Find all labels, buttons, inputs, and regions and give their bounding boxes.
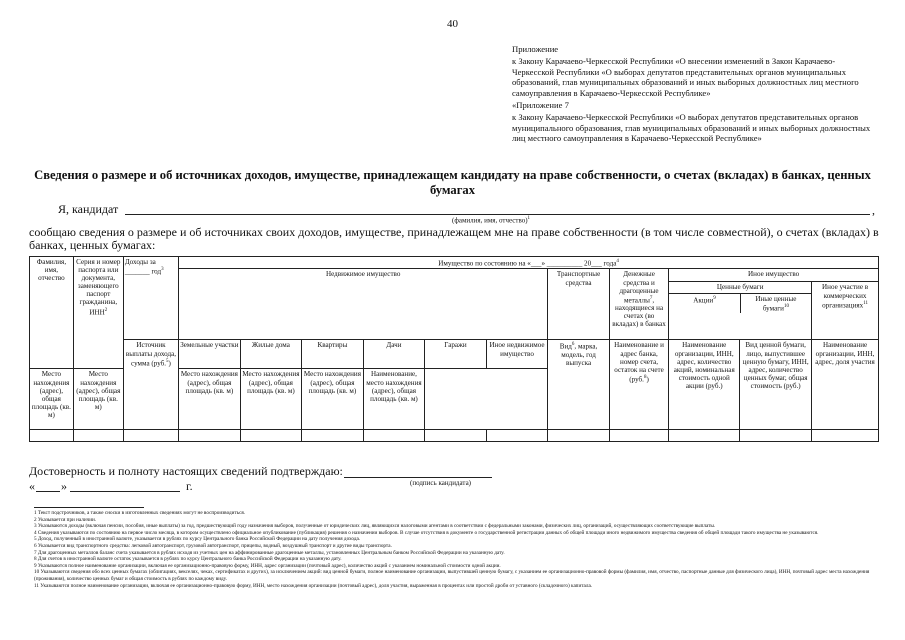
footnote-10: 10 Указываются сведения обо всех ценных бумагах (облигациях, векселях, чеках, сертификатах и других), за исключением акций: вид ценной бумаги, полное наименование организации, выпустившей ценную бумагу, с указанием ее организационно-правовой формы (фамилия, имя, отчество, паспортные данные для физического лица), ИНН, почтовый адрес места нахождения (проживания), количество ценных бумаг и общая стоимость в рублях по каждому виду.	[34, 569, 870, 582]
table-cell[interactable]	[73, 430, 123, 442]
header-garages: Гаражи	[425, 340, 487, 369]
header-houses-detail: Место нахождения (адрес), общая площадь (кв. м)	[73, 369, 123, 430]
table-row	[30, 430, 879, 442]
header-money-text-2: , находящиеся на счетах (во вкладах) в банках	[612, 296, 666, 329]
header-dachas-detail: Место нахождения (адрес), общая площадь (кв. м)	[240, 369, 302, 430]
statement-text: сообщаю сведения о размере и об источниках своих доходов, имуществе, принадлежащем мне на праве собственности (в том числе совместной), о счетах (вкладах) в банках, ценных бумагах:	[29, 225, 879, 252]
appendix-text-2: к Закону Карачаево-Черкесской Республики «О выборах депутатов представительных органов муниципального образования, глав муниципальных образований и иных выборных должностных лиц местного самоуправления в Карачаево-Черкесской Республике»	[512, 112, 871, 144]
header-fio: Фамилия, имя, отчество	[30, 257, 74, 369]
table-cell[interactable]	[363, 430, 425, 442]
footnote-9: 9 Указываются полное наименование организации, включая ее организационно-правовую форму, ИНН, адрес организации (почтовый адрес), количество акций с указанием номинальной стоимости одной акции.	[34, 562, 501, 569]
header-shares-sup: 9	[713, 295, 716, 301]
footnote-divider	[34, 507, 144, 508]
date-month-year-line[interactable]	[70, 491, 180, 492]
header-securities-title: Ценные бумаги	[669, 282, 811, 293]
header-income-source-text: Источник выплаты дохода, сумма (руб.	[125, 341, 177, 367]
footnote-4: 4 Сведения указываются по состоянию на первое число месяца, в котором осуществлено официальное опубликование (публикация) решения о назначении выборов. В случае отсутствия в документе о государственной регистрации данных об общей площади иного недвижимого имущества сведения об общей площади такого имущества не указываются.	[34, 529, 819, 536]
table-cell[interactable]	[609, 430, 668, 442]
header-money-sup: 7	[649, 295, 653, 301]
header-securities-sub	[669, 294, 811, 314]
header-income-source	[123, 340, 178, 430]
table-cell[interactable]	[548, 430, 610, 442]
header-income-text: Доходы за	[124, 258, 156, 266]
header-houses: Жилые дома	[240, 340, 302, 369]
date-close: »	[61, 479, 67, 493]
header-other-securities-detail: Вид ценной бумаги, лицо, выпустившее ценную бумагу, ИНН, адрес, количество ценных бумаг, общая стоимость (руб.)	[740, 340, 812, 430]
confirm-text: Достоверность и полноту настоящих сведений подтверждаю:	[29, 464, 343, 478]
fio-caption	[452, 216, 530, 224]
header-shares-detail: Наименование организации, ИНН, адрес, количество акций, номинальная стоимость одной акции (руб.)	[669, 340, 740, 430]
header-shares-text: Акции	[693, 295, 714, 304]
appendix-heading-2: «Приложение 7	[512, 100, 569, 111]
candidate-label: Я, кандидат	[58, 202, 119, 216]
header-income-source-sup: 5	[166, 358, 169, 364]
header-income-source-end: )	[168, 359, 171, 367]
header-land-detail: Место нахождения (адрес), общая площадь (кв. м)	[30, 369, 74, 430]
header-land: Земельные участки	[179, 340, 241, 369]
signature-line	[344, 477, 492, 478]
footnote-11: 11 Указываются полное наименование организации, включая ее организационно-правовую форму, ИНН, место нахождения организации (почтовый адрес), доля участия, выраженная в процентах или простой дроби от уставного (складочного) капитала.	[34, 582, 593, 589]
header-property-state-text: Имущество по состоянию на «___» __________ 20___ года	[438, 259, 617, 268]
appendix-heading: Приложение	[512, 44, 559, 54]
footnote-5: 5 Доход, полученный в иностранной валюте, указывается в рублях по курсу Центрального банка Российской Федерации на дату получения дохода.	[34, 536, 361, 543]
header-property-state-sup: 4	[616, 259, 619, 264]
header-money-detail	[609, 340, 668, 430]
header-passport-sup: 2	[104, 307, 108, 313]
table-cell[interactable]	[425, 430, 487, 442]
signature-caption: (подпись кандидата)	[410, 479, 472, 487]
footnote-6: 6 Указывается вид транспортного средства: легковой автотранспорт, грузовой автотранспорт, прицепы, водный, воздушный транспорт и другие виды транспорта.	[34, 542, 392, 549]
appendix-block	[512, 44, 872, 144]
table-cell[interactable]	[240, 430, 302, 442]
header-money-detail-text: Наименование и адрес банка, номер счета, остаток на счете (руб.	[614, 341, 664, 384]
table-cell[interactable]	[302, 430, 364, 442]
fio-caption-text: (фамилия, имя, отчество)	[452, 216, 528, 225]
table-cell[interactable]	[740, 430, 812, 442]
table-cell[interactable]	[669, 430, 740, 442]
date-open: «	[29, 479, 35, 493]
document-title: Сведения о размере и об источниках доходов, имуществе, принадлежащем кандидату на праве собственности, о счетах (вкладах) в банках, ценных бумагах	[34, 168, 871, 197]
header-income	[123, 257, 178, 340]
header-other-realty: Иное недвижимое имущество	[486, 340, 548, 369]
header-money	[609, 269, 668, 340]
header-other-securities-sup: 10	[783, 303, 789, 309]
header-participation-sup: 11	[863, 300, 869, 306]
header-other-realty-detail: Наименование, место нахождения (адрес), общая площадь (кв. м)	[363, 369, 425, 430]
header-participation-detail: Наименование организации, ИНН, адрес, доля участия	[812, 340, 879, 430]
candidate-comma: ,	[872, 203, 875, 217]
header-realty: Недвижимое имущество	[179, 269, 548, 340]
header-money-text: Денежные средства и драгоценные металлы	[619, 270, 659, 305]
table-cell[interactable]	[123, 430, 178, 442]
header-other-securities-text: Иные ценные бумаги	[755, 294, 797, 312]
header-securities	[669, 282, 812, 340]
date-year: г.	[186, 479, 193, 493]
footnote-3: 3 Указываются доходы (включая пенсии, пособия, иные выплаты) за год, предшествующий году назначения выборов, полученные от юридических лиц, являющихся налоговыми агентами в соответствии с федеральными законами, физических лиц, организаций, осуществляющих соответствующие выплаты.	[34, 523, 716, 530]
header-transport-detail-b: , марка, модель, год выпуска	[561, 342, 598, 367]
income-property-table	[29, 256, 879, 442]
header-income-sup: 3	[161, 267, 164, 273]
table-cell[interactable]	[486, 430, 548, 442]
header-transport-detail-sup: 6	[571, 342, 575, 348]
footnote-2: 2 Указывается при наличии.	[34, 516, 97, 523]
header-other-property: Иное имущество	[669, 269, 879, 282]
table-cell[interactable]	[179, 430, 241, 442]
header-property-state	[179, 257, 879, 269]
footnote-8: 8 Для счетов в иностранной валюте остаток указывается в рублях по курсу Центрального банка Российской Федерации на указанную дату.	[34, 556, 342, 563]
header-garages-detail: Место нахождения (адрес), общая площадь (кв. м)	[302, 369, 364, 430]
table-cell[interactable]	[30, 430, 74, 442]
header-other-securities	[741, 294, 811, 314]
header-transport: Транспортные средства	[548, 269, 610, 340]
header-transport-detail	[548, 340, 610, 430]
candidate-name-line	[125, 214, 870, 215]
header-shares	[669, 294, 740, 314]
footnote-1: 1 Текст подстрочников, а также сноски в изготовленных сведениях могут не воспроизводиться.	[34, 510, 246, 516]
header-flats-detail: Место нахождения (адрес), общая площадь (кв. м)	[179, 369, 241, 430]
header-passport-text: Серия и номер паспорта или документа, заменяющего паспорт гражданина, ИНН	[76, 258, 121, 316]
header-participation	[812, 282, 879, 340]
header-flats: Квартиры	[302, 340, 364, 369]
header-passport	[73, 257, 123, 369]
footnotes	[34, 510, 880, 589]
header-transport-detail-a: Вид	[559, 342, 572, 351]
date-day-line[interactable]	[36, 491, 60, 492]
header-money-detail-sup: 8	[643, 374, 647, 380]
header-participation-text: Иное участие в коммерческих организациях	[822, 283, 869, 309]
page-number: 40	[447, 18, 458, 30]
header-income-year: год	[151, 267, 162, 276]
header-income-year-line: _______	[124, 267, 152, 276]
footnote-7: 7 Для драгоценных металлов баланс счета указывается в рублях исходя из учетных цен на аффинированные драгоценные металлы, установленных Центральным банком Российской Федерации на указанную дату.	[34, 549, 505, 556]
header-dachas: Дачи	[363, 340, 425, 369]
table-cell[interactable]	[812, 430, 879, 442]
header-money-detail-end: )	[646, 375, 649, 384]
appendix-text: к Закону Карачаево-Черкесской Республики «О внесении изменений в Закон Карачаево-Черкесской Республики «О выборах депутатов представительных органов муниципальных образований, глав муниципальных образований и иных выборных должностных лиц местного самоуправления в Карачаево-Черкесской Республике»	[512, 56, 859, 98]
fio-caption-sup: 1	[527, 216, 531, 221]
